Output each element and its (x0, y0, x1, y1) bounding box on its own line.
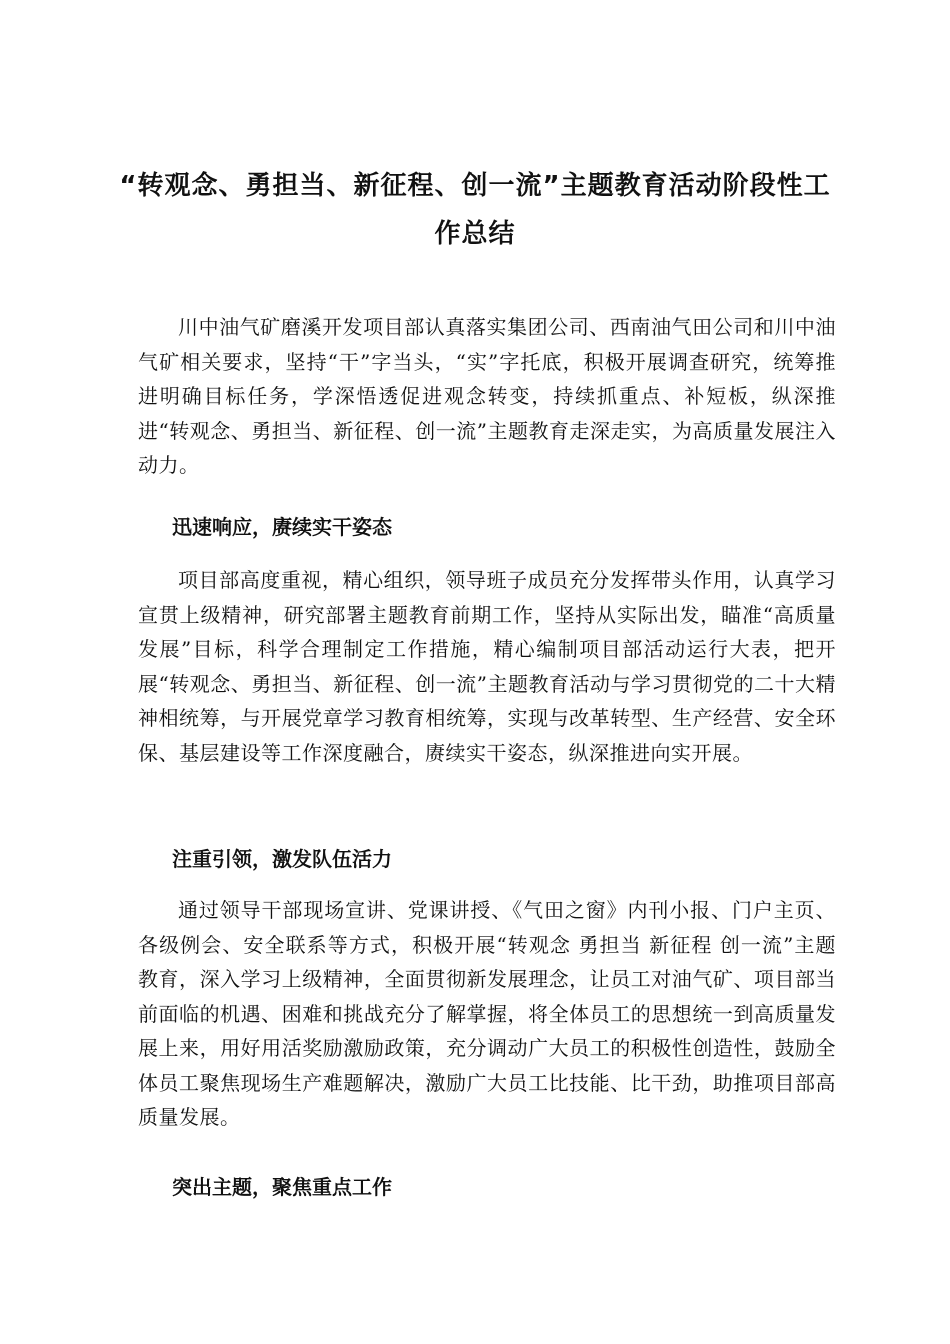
section-heading-1: 迅速响应，赓续实干姿态 (172, 515, 392, 539)
section-paragraph-2: 通过领导干部现场宣讲、党课讲授、《气田之窗》内刊小报、门户主页、各级例会、安全联系等方式，积极开展“转观念 勇担当 新征程 创一流”主题教育，深入学习上级精神，全面贯彻新发展理念，让员工对油气矿、项目部当前面临的机遇、困难和挑战充分了解掌握，将全体员工的思想统一到高质量发展上来，用好用活奖励激励政策，充分调动广大员工的积极性创造性，鼓励全体员工聚焦现场生产难题解决，激励广大员工比技能、比干劲，助推项目部高质量发展。 (138, 898, 836, 1129)
section-paragraph-1: 项目部高度重视，精心组织，领导班子成员充分发挥带头作用，认真学习宣贯上级精神，研究部署主题教育前期工作，坚持从实际出发，瞄准“高质量发展”目标，科学合理制定工作措施，精心编制项目部活动运行大表，把开展“转观念、勇担当、新征程、创一流”主题教育活动与学习贯彻党的二十大精神相统筹，与开展党章学习教育相统筹，实现与改革转型、生产经营、安全环保、基层建设等工作深度融合，赓续实干姿态，纵深推进向实开展。 (138, 568, 836, 765)
intro-paragraph: 川中油气矿磨溪开发项目部认真落实集团公司、西南油气田公司和川中油气矿相关要求，坚持“干”字当头，“实”字托底，积极开展调查研究，统筹推进明确目标任务，学深悟透促进观念转变，持续抓重点、补短板，纵深推进“转观念、勇担当、新征程、创一流”主题教育走深走实，为高质量发展注入动力。 (138, 315, 836, 477)
section-heading-2: 注重引领，激发队伍活力 (172, 847, 392, 871)
document-title: “转观念、勇担当、新征程、创一流”主题教育活动阶段性工作总结 (119, 171, 831, 249)
section-heading-3: 突出主题，聚焦重点工作 (172, 1175, 392, 1199)
